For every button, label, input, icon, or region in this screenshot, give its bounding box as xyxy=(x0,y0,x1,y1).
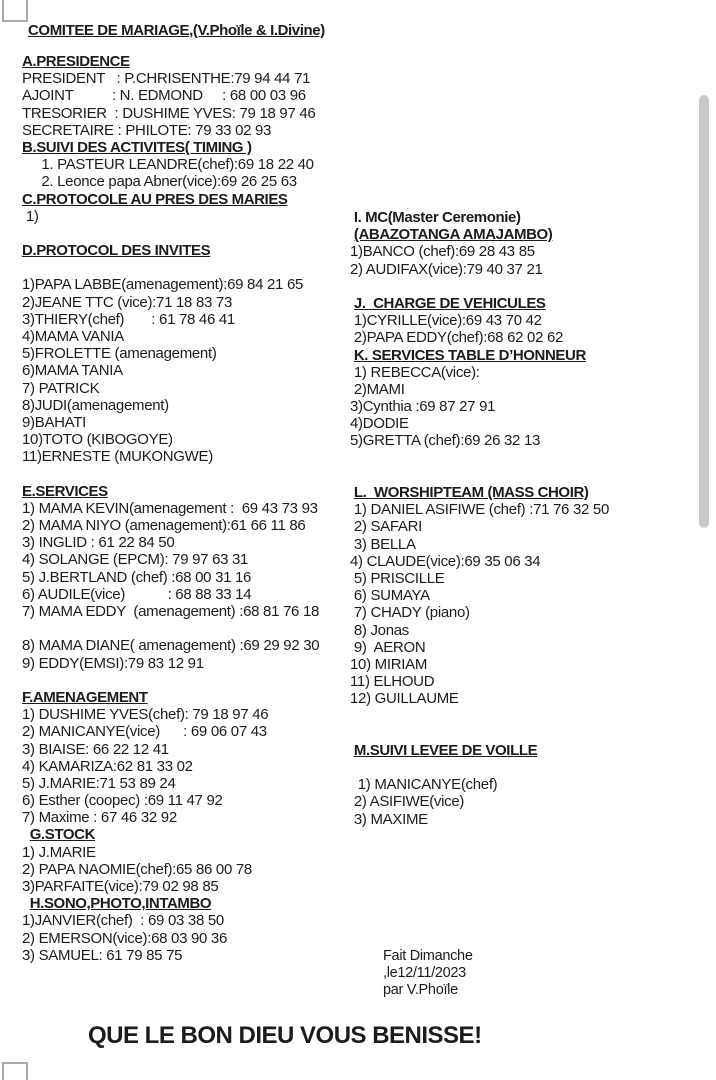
spacer-line xyxy=(350,725,700,742)
doc-line: 11) ELHOUD xyxy=(350,673,435,691)
doc-line: 7) CHADY (piano) xyxy=(353,604,470,622)
section-header: K. SERVICES TABLE D’HONNEUR xyxy=(353,346,586,364)
spacer-line xyxy=(22,225,352,242)
doc-line: 1. PASTEUR LEANDRE(chef):69 18 22 40 xyxy=(41,156,314,174)
section-header: H.SONO,PHOTO,INTAMBO xyxy=(29,895,212,913)
doc-line: AJOINT : N. EDMOND : 68 00 03 96 xyxy=(22,87,306,105)
section-header: G.STOCK xyxy=(29,826,96,844)
doc-line: 1)BANCO (chef):69 28 43 85 xyxy=(350,243,535,261)
signature-block xyxy=(383,948,473,1000)
doc-line: 3) BIAISE: 66 22 12 41 xyxy=(22,740,169,758)
doc-line: 5) J.BERTLAND (chef) :68 00 31 16 xyxy=(22,568,252,586)
doc-line: TRESORIER : DUSHIME YVES: 79 18 97 46 xyxy=(22,104,316,122)
spacer-line xyxy=(22,620,352,637)
doc-line: 9) EDDY(EMSI):79 83 12 91 xyxy=(22,654,204,672)
spacer-line xyxy=(350,707,700,724)
doc-line: 9) AERON xyxy=(353,638,426,656)
doc-line: 6) AUDILE(vice) : 68 88 33 14 xyxy=(22,585,252,603)
footer-line: ,le12/11/2023 xyxy=(383,965,466,982)
doc-line: 4)MAMA VANIA xyxy=(22,328,124,345)
doc-line: SECRETAIRE : PHILOTE: 79 33 02 93 xyxy=(22,121,272,139)
spacer-line xyxy=(350,467,700,484)
doc-line: 1) xyxy=(25,207,39,225)
doc-line: 9)BAHATI xyxy=(22,413,87,431)
spacer-line xyxy=(22,466,352,483)
doc-line: 2) ASIFIWE(vice) xyxy=(353,793,465,811)
doc-line: 7) PATRICK xyxy=(22,379,100,397)
doc-line: 4) KAMARIZA:62 81 33 02 xyxy=(22,757,193,775)
doc-line: 1) MAMA KEVIN(amenagement : 69 43 73 93 xyxy=(22,499,318,517)
doc-line: 2) SAFARI xyxy=(353,518,423,536)
doc-line: 2) EMERSON(vice):68 03 90 36 xyxy=(22,929,228,947)
section-header: C.PROTOCOLE AU PRES DES MARIES xyxy=(22,190,288,208)
doc-line: 2)PAPA EDDY(chef):68 62 02 62 xyxy=(353,329,564,347)
right-column xyxy=(350,209,700,828)
blessing-banner: QUE LE BON DIEU VOUS BENISSE! xyxy=(88,1022,482,1049)
doc-line: 2) MANICANYE(vice) : 69 06 07 43 xyxy=(22,723,267,741)
section-header: F.AMENAGEMENT xyxy=(22,688,148,706)
doc-line: 4)DODIE xyxy=(350,415,409,433)
section-header: E.SERVICES xyxy=(22,482,108,500)
doc-line: 10)TOTO (KIBOGOYE) xyxy=(22,431,173,449)
section-header: (ABAZOTANGA AMAJAMBO) xyxy=(353,226,553,244)
page-corner-mark-top-left xyxy=(2,0,28,22)
doc-line: 6)MAMA TANIA xyxy=(22,362,123,380)
doc-line: 1) J.MARIE xyxy=(22,843,96,861)
doc-line: 8) MAMA DIANE( amenagement) :69 29 92 30 xyxy=(22,637,320,655)
doc-line: 2)MAMI xyxy=(353,380,405,398)
doc-line: 8) Jonas xyxy=(353,621,410,639)
doc-line: 3) SAMUEL: 61 79 85 75 xyxy=(22,946,183,964)
doc-line: 1) REBECCA(vice): xyxy=(353,363,480,381)
doc-line: 1)PAPA LABBE(amenagement):69 84 21 65 xyxy=(22,276,304,294)
doc-line: 12) GUILLAUME xyxy=(350,690,459,708)
section-header: M.SUIVI LEVEE DE VOILLE xyxy=(353,741,538,759)
doc-line: 2. Leonce papa Abner(vice):69 26 25 63 xyxy=(41,173,297,191)
doc-line: 5)FROLETTE (amenagement) xyxy=(22,345,217,363)
section-header: L. WORSHIPTEAM (MASS CHOIR) xyxy=(353,484,589,501)
doc-line: 8)JUDI(amenagement) xyxy=(22,396,169,414)
doc-line: 5) J.MARIE:71 53 89 24 xyxy=(22,774,176,792)
doc-line: 1)CYRILLE(vice):69 43 70 42 xyxy=(353,312,542,330)
doc-line: 5)GRETTA (chef):69 26 32 13 xyxy=(350,432,541,450)
doc-line: 3) INGLID : 61 22 84 50 xyxy=(22,534,175,552)
spacer-line xyxy=(350,278,700,295)
doc-line: 6) Esther (coopec) :69 11 47 92 xyxy=(22,792,223,810)
doc-line: 3)THIERY(chef) : 61 78 46 41 xyxy=(22,310,235,328)
scrollbar-thumb[interactable] xyxy=(699,95,709,528)
doc-line: 3)PARFAITE(vice):79 02 98 85 xyxy=(22,878,219,895)
left-column xyxy=(22,53,352,964)
doc-line: 6) SUMAYA xyxy=(353,587,430,605)
doc-line: 2) MAMA NIYO (amenagement):61 66 11 86 xyxy=(22,517,306,535)
doc-line: 3) BELLA xyxy=(353,535,416,553)
doc-line: 10) MIRIAM xyxy=(350,655,428,673)
page-corner-mark-bottom-left xyxy=(2,1062,28,1080)
doc-line: 1) DUSHIME YVES(chef): 79 18 97 46 xyxy=(22,706,269,724)
doc-line: 3)Cynthia :69 87 27 91 xyxy=(350,398,496,416)
doc-line: PRESIDENT : P.CHRISENTHE:79 94 44 71 xyxy=(22,70,311,88)
footer-line: par V.Phoïle xyxy=(383,982,458,999)
document-title: COMITEE DE MARIAGE,(V.Phoïle & I.Divine) xyxy=(28,22,325,39)
doc-line: 1) MANICANYE(chef) xyxy=(357,776,498,794)
section-header: I. MC(Master Ceremonie) xyxy=(353,209,521,226)
spacer-line xyxy=(22,259,352,276)
section-header: J. CHARGE DE VEHICULES xyxy=(353,294,546,312)
footer-line: Fait Dimanche xyxy=(383,948,473,964)
doc-line: 2) AUDIFAX(vice):79 40 37 21 xyxy=(350,260,543,278)
spacer-line xyxy=(350,759,700,776)
spacer-line xyxy=(350,450,700,467)
spacer-line xyxy=(22,672,352,689)
section-header: B.SUIVI DES ACTIVITES( TIMING ) xyxy=(22,138,252,156)
doc-line: 2)JEANE TTC (vice):71 18 83 73 xyxy=(22,293,232,311)
doc-line: 11)ERNESTE (MUKONGWE) xyxy=(22,448,213,466)
doc-line: 1)JANVIER(chef) : 69 03 38 50 xyxy=(22,912,224,930)
doc-line: 7) Maxime : 67 46 32 92 xyxy=(22,809,177,827)
doc-line: 3) MAXIME xyxy=(353,810,428,828)
doc-line: 1) DANIEL ASIFIWE (chef) :71 76 32 50 xyxy=(353,501,610,519)
doc-line: 5) PRISCILLE xyxy=(353,569,445,587)
doc-line: 4) CLAUDE(vice):69 35 06 34 xyxy=(350,552,541,570)
doc-line: 7) MAMA EDDY (amenagement) :68 81 76 18 xyxy=(22,603,320,620)
doc-line: 4) SOLANGE (EPCM): 79 97 63 31 xyxy=(22,551,249,569)
doc-line: 2) PAPA NAOMIE(chef):65 86 00 78 xyxy=(22,860,252,878)
section-header: D.PROTOCOL DES INVITES xyxy=(22,242,211,260)
section-header: A.PRESIDENCE xyxy=(22,53,130,70)
